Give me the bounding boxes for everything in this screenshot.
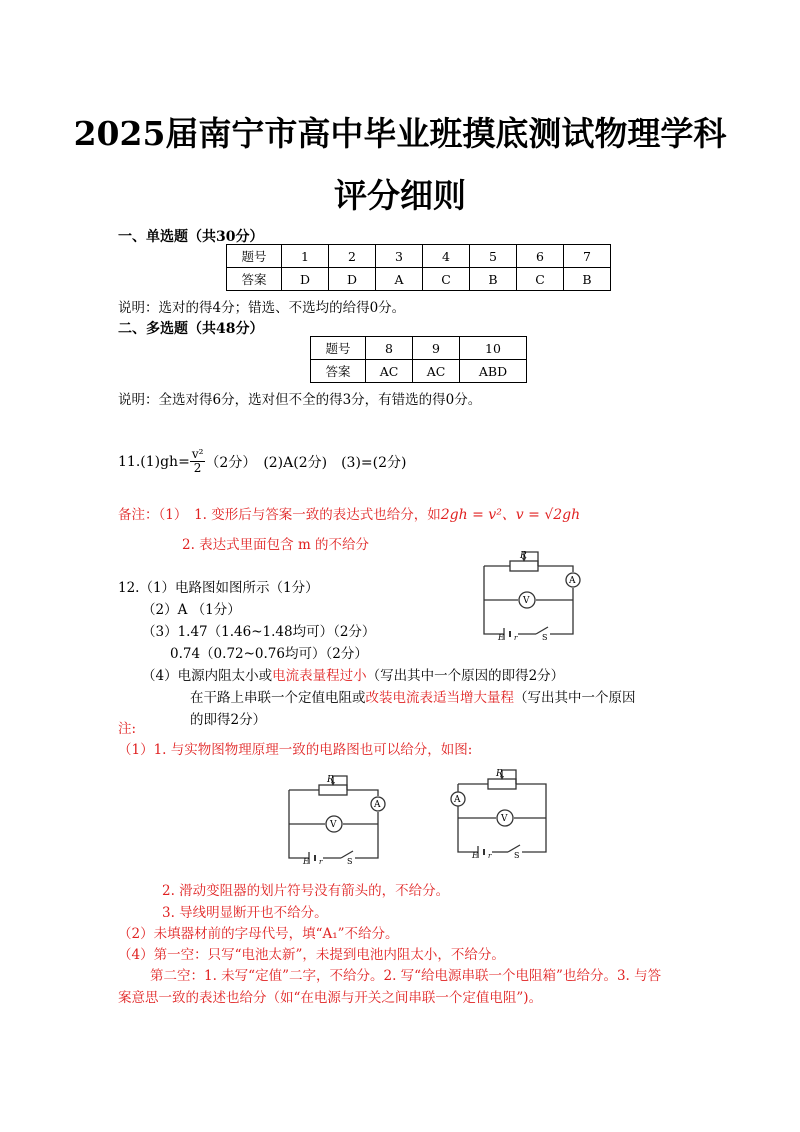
q12-line-4: 0.74（0.72~0.76均可）（2分） bbox=[170, 646, 368, 662]
table-cell: B bbox=[564, 268, 611, 291]
table-cell: B bbox=[470, 268, 517, 291]
note-4: （2）未填器材前的字母代号，填“A₁”不给分。 bbox=[118, 926, 399, 942]
label-e: E bbox=[472, 851, 478, 858]
label-v: V bbox=[501, 814, 508, 824]
table-cell: C bbox=[423, 268, 470, 291]
circuit-diagram-variant-1 bbox=[283, 772, 393, 864]
remark-1-text: 备注：（1） 1. 变形后与答案一致的表达式也给分，如 bbox=[118, 507, 441, 523]
fraction-denominator: 2 bbox=[193, 461, 202, 475]
table-cell: 4 bbox=[423, 245, 470, 268]
label-a: A bbox=[569, 576, 576, 586]
table-cell: 题号 bbox=[311, 337, 366, 360]
line-6-text-a: 在干路上串联一个定值电阻或 bbox=[190, 690, 366, 706]
line-5-text-red: 电流表量程过小 bbox=[272, 668, 367, 684]
table-cell: AC bbox=[366, 360, 413, 383]
fraction-numerator: v² bbox=[191, 447, 204, 461]
q11-fraction bbox=[190, 448, 206, 475]
q12-line-2: （2）A （1分） bbox=[142, 602, 241, 618]
note-7: 案意思一致的表述也给分（如“在电源与开关之间串联一个定值电阻”)。 bbox=[118, 990, 543, 1006]
q12-line-6 bbox=[190, 686, 636, 706]
q12-line-3: （3）1.47（1.46~1.48均可）（2分） bbox=[142, 624, 376, 640]
table-cell: 3 bbox=[376, 245, 423, 268]
section-1-note: 说明：选对的得4分；错选、不选均的给得0分。 bbox=[118, 300, 406, 316]
table-cell: 9 bbox=[413, 337, 460, 360]
multi-choice-table bbox=[310, 336, 527, 383]
label-r-internal: r bbox=[514, 634, 518, 640]
table-cell: 题号 bbox=[227, 245, 282, 268]
q12-line-5 bbox=[142, 664, 564, 684]
label-r: R bbox=[496, 769, 503, 779]
note-1: （1）1. 与实物图物理原理一致的电路图也可以给分，如图: bbox=[118, 742, 473, 758]
q11-remark-2: 2. 表达式里面包含 m 的不给分 bbox=[182, 537, 370, 553]
section-2-note: 说明：全选对得6分，选对但不全的得3分，有错选的得0分。 bbox=[118, 392, 482, 408]
table-row bbox=[227, 268, 611, 291]
circuit-diagram-variant-2 bbox=[444, 766, 554, 858]
label-v: V bbox=[330, 820, 337, 830]
table-row bbox=[311, 360, 527, 383]
remark-1-formula: 2gh = v²、v = √2gh bbox=[440, 507, 581, 523]
label-r-internal: r bbox=[319, 858, 323, 864]
table-cell: D bbox=[329, 268, 376, 291]
q11-answer bbox=[118, 448, 406, 475]
table-cell: A bbox=[376, 268, 423, 291]
table-cell: 5 bbox=[470, 245, 517, 268]
table-row bbox=[227, 245, 611, 268]
table-cell: 7 bbox=[564, 245, 611, 268]
table-cell: 2 bbox=[329, 245, 376, 268]
notes-heading: 注: bbox=[118, 721, 137, 737]
table-cell: 10 bbox=[460, 337, 527, 360]
label-e: E bbox=[303, 857, 309, 864]
title-line-2: 评分细则 bbox=[334, 176, 466, 215]
label-a: A bbox=[374, 800, 381, 810]
table-cell: AC bbox=[413, 360, 460, 383]
label-s: S bbox=[514, 851, 520, 858]
table-cell: 6 bbox=[517, 245, 564, 268]
table-cell: 1 bbox=[282, 245, 329, 268]
label-a: A bbox=[454, 795, 461, 805]
table-cell: 答案 bbox=[311, 360, 366, 383]
label-s: S bbox=[542, 633, 548, 640]
title-line-1: 2025届南宁市高中毕业班摸底测试物理学科 bbox=[73, 114, 727, 153]
label-s: S bbox=[347, 857, 353, 864]
label-r: R bbox=[327, 775, 334, 785]
note-5: （4）第一空：只写“电池太新”，未提到电池内阻太小，不给分。 bbox=[118, 947, 505, 963]
label-r-internal: r bbox=[488, 852, 492, 858]
q11-remark-1 bbox=[118, 503, 580, 524]
section-2-heading: 二、多选题（共48分） bbox=[118, 321, 264, 337]
table-cell: C bbox=[517, 268, 564, 291]
q11-prefix: 11.(1)gh= bbox=[118, 453, 190, 470]
table-cell: 答案 bbox=[227, 268, 282, 291]
label-r: R bbox=[520, 551, 527, 561]
section-1-heading: 一、单选题（共30分） bbox=[118, 229, 264, 245]
table-cell: ABD bbox=[460, 360, 527, 383]
table-cell: 8 bbox=[366, 337, 413, 360]
single-choice-table bbox=[226, 244, 611, 291]
note-6: 第二空：1. 未写“定值”二字，不给分。2. 写“给电源串联一个电阻箱”也给分。3. 与答 bbox=[150, 968, 662, 984]
q12-line-1: 12.（1）电路图如图所示（1分） bbox=[118, 580, 319, 596]
label-e: E bbox=[498, 633, 504, 640]
note-2: 2. 滑动变阻器的划片符号没有箭头的，不给分。 bbox=[162, 883, 450, 899]
circuit-diagram-main bbox=[476, 548, 586, 640]
label-v: V bbox=[523, 596, 530, 606]
note-3: 3. 导线明显断开也不给分。 bbox=[162, 905, 328, 921]
table-cell: D bbox=[282, 268, 329, 291]
q12-line-7: 的即得2分） bbox=[190, 712, 267, 728]
line-5-text-a: （4）电源内阻太小或 bbox=[142, 668, 273, 684]
line-6-text-b: （写出其中一个原因 bbox=[514, 690, 636, 706]
line-6-text-red: 改装电流表适当增大量程 bbox=[365, 690, 514, 706]
line-5-text-b: （写出其中一个原因的即得2分） bbox=[366, 668, 565, 684]
table-row bbox=[311, 337, 527, 360]
q11-suffix: （2分） (2)A(2分) (3)=(2分) bbox=[205, 454, 407, 471]
